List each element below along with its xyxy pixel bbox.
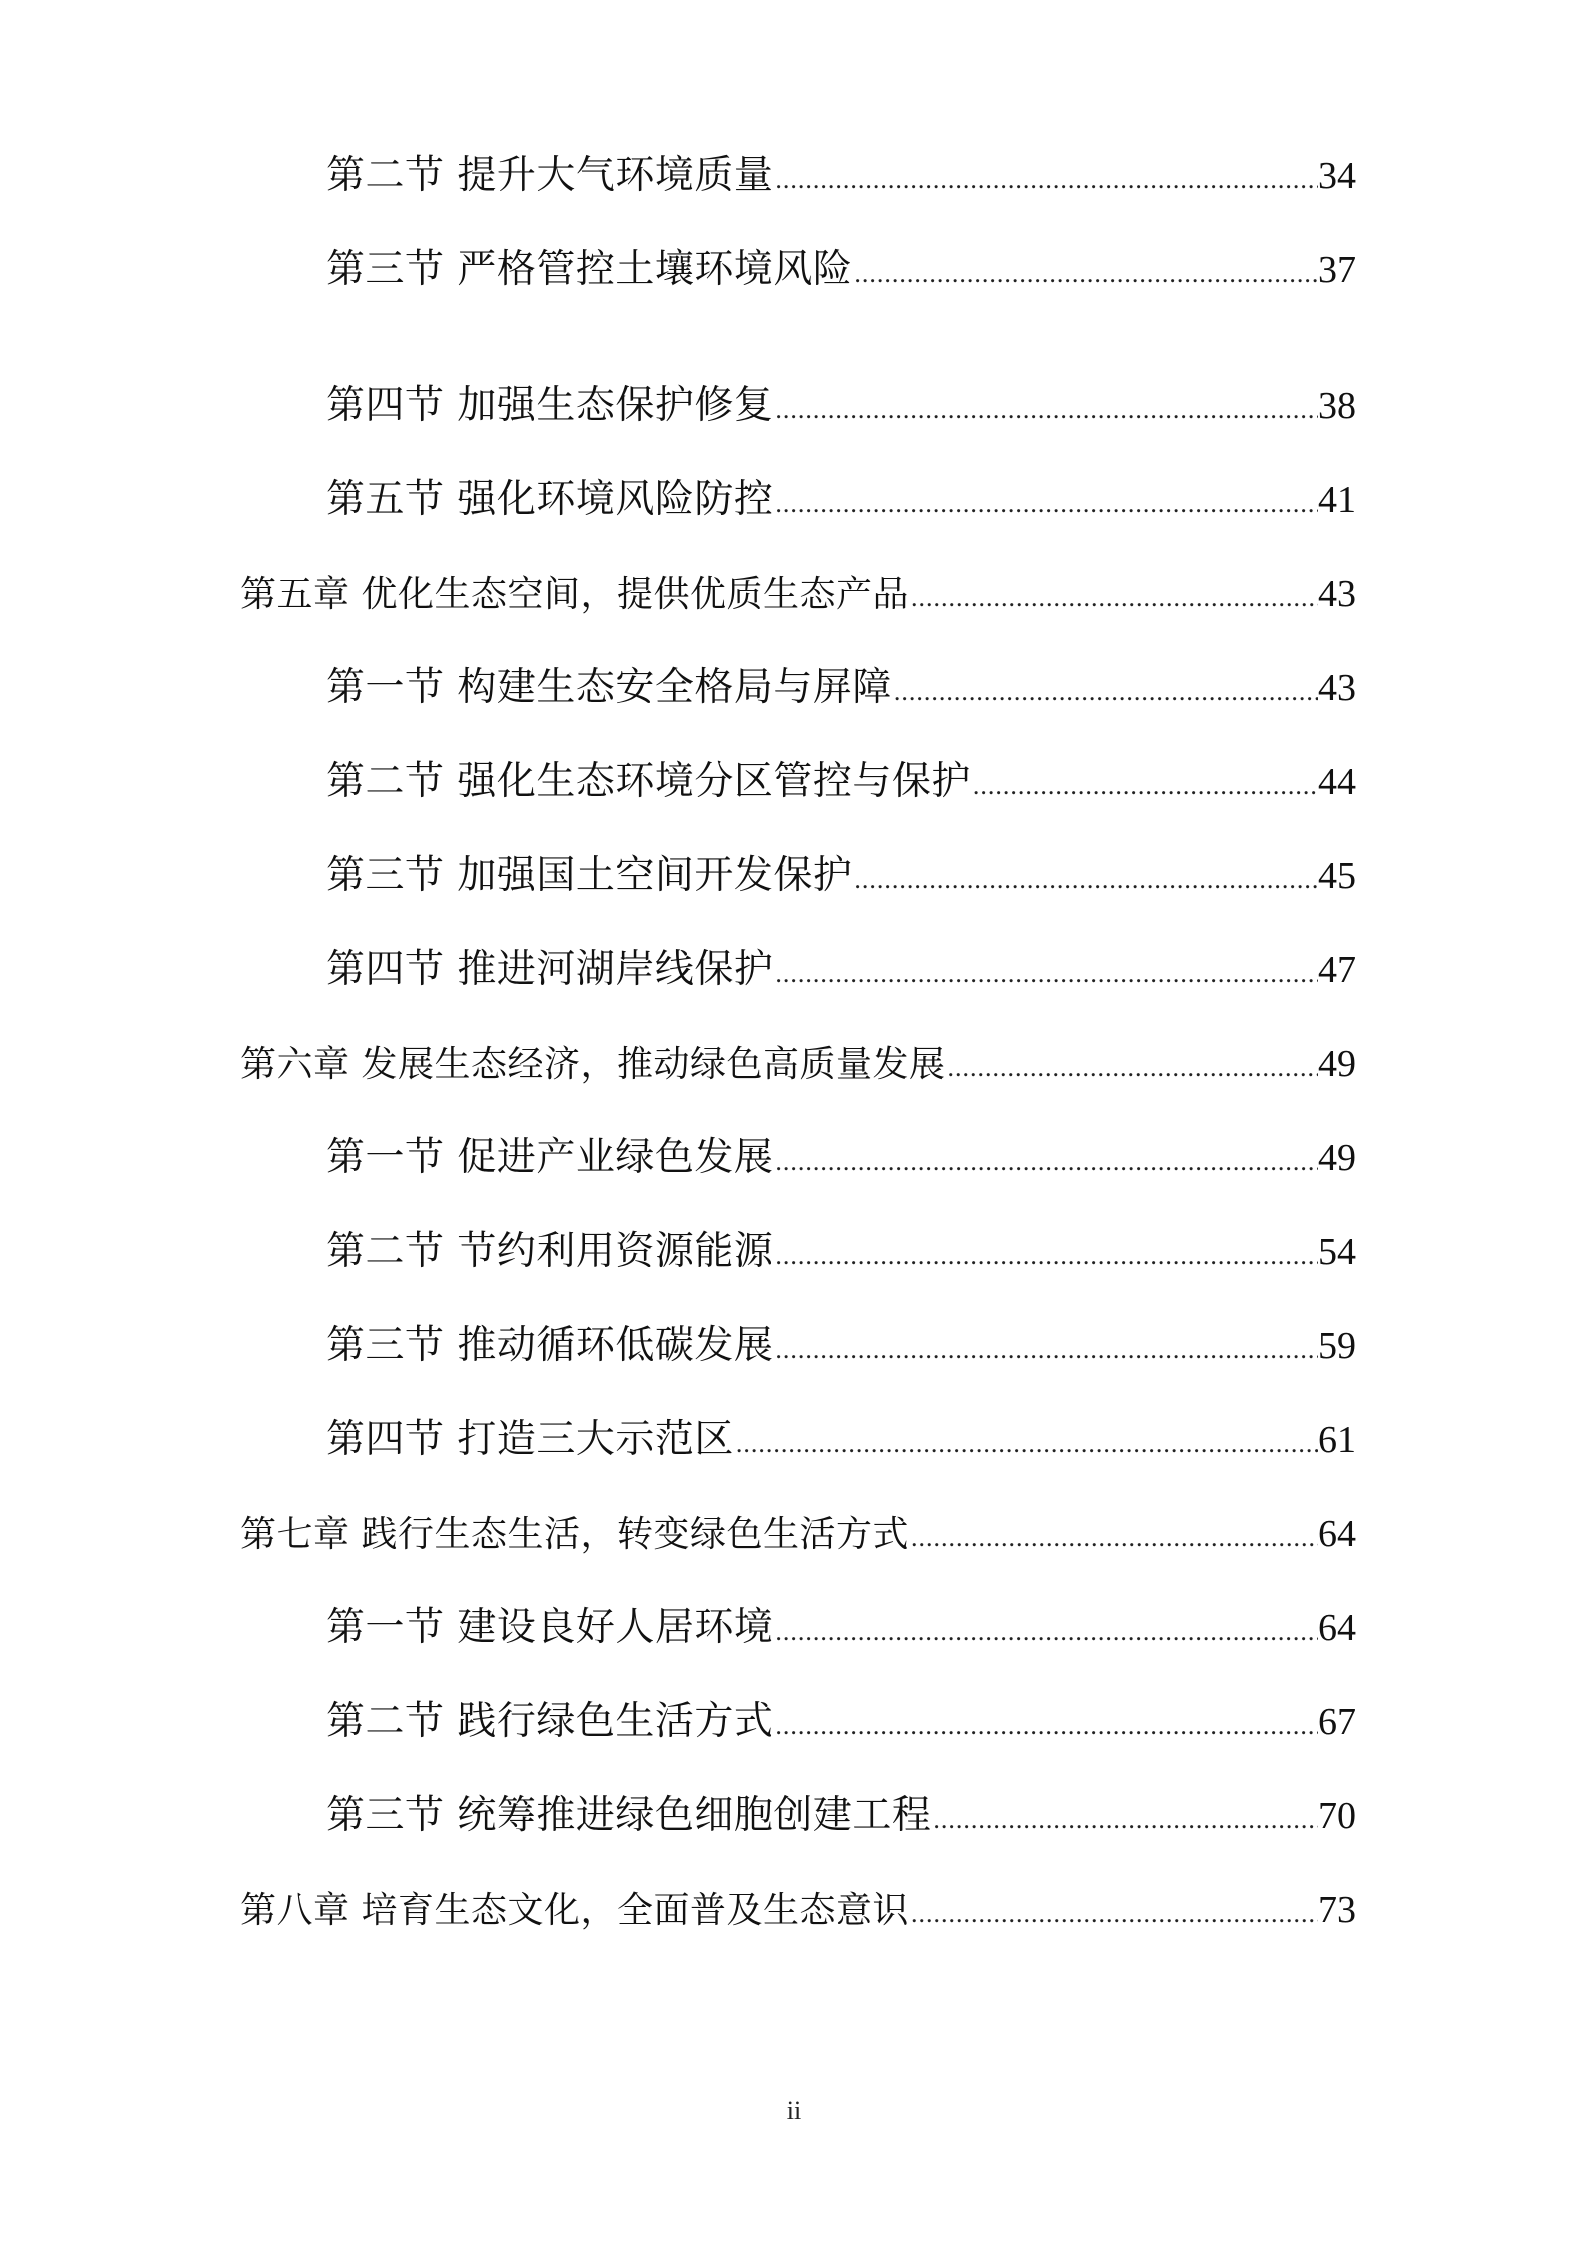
toc-entry-title: 第一节 建设良好人居环境 bbox=[326, 1605, 774, 1650]
toc-dot-leader bbox=[773, 152, 1318, 208]
toc-entry-page: 43 bbox=[1318, 667, 1356, 709]
toc-entry-section[interactable] bbox=[326, 942, 1356, 998]
toc-entry-page: 49 bbox=[1318, 1043, 1356, 1085]
toc-entry-title: 第二节 践行绿色生活方式 bbox=[326, 1699, 774, 1744]
toc-dot-leader bbox=[773, 1604, 1318, 1660]
toc-entry-chapter[interactable] bbox=[240, 566, 1356, 622]
toc-dot-leader bbox=[852, 852, 1318, 908]
toc-entry-section[interactable] bbox=[326, 1788, 1356, 1844]
toc-dot-leader bbox=[734, 1416, 1318, 1472]
toc-dot-leader bbox=[909, 1886, 1318, 1942]
toc-entry-page: 34 bbox=[1318, 155, 1356, 197]
toc-entry-section[interactable] bbox=[326, 1412, 1356, 1468]
toc-entry-section[interactable] bbox=[326, 848, 1356, 904]
toc-entry-title: 第三节 严格管控土壤环境风险 bbox=[326, 247, 853, 292]
toc-entry-title: 第六章 发展生态经济，推动绿色高质量发展 bbox=[240, 1044, 946, 1085]
toc-entry-title: 第二节 节约利用资源能源 bbox=[326, 1229, 774, 1274]
toc-entry-section[interactable] bbox=[326, 660, 1356, 716]
toc-entry-title: 第一节 构建生态安全格局与屏障 bbox=[326, 665, 892, 710]
toc-entry-title: 第二节 提升大气环境质量 bbox=[326, 153, 774, 198]
toc-entry-page: 49 bbox=[1318, 1137, 1356, 1179]
toc-dot-leader bbox=[909, 570, 1318, 626]
toc-entry-title: 第四节 打造三大示范区 bbox=[326, 1417, 734, 1462]
toc-entry-chapter[interactable] bbox=[240, 1506, 1356, 1562]
toc-entry-page: 41 bbox=[1318, 479, 1356, 521]
toc-entry-title: 第五章 优化生态空间，提供优质生态产品 bbox=[240, 574, 909, 615]
toc-entry-section[interactable] bbox=[326, 472, 1356, 528]
toc-entry-page: 59 bbox=[1318, 1325, 1356, 1367]
toc-entry-title: 第三节 统筹推进绿色细胞创建工程 bbox=[326, 1793, 932, 1838]
toc-dot-leader bbox=[971, 758, 1318, 814]
toc-entry-page: 44 bbox=[1318, 761, 1356, 803]
toc-entry-title: 第四节 推进河湖岸线保护 bbox=[326, 947, 774, 992]
toc-entry-title: 第三节 加强国土空间开发保护 bbox=[326, 853, 853, 898]
toc-dot-leader bbox=[773, 1322, 1318, 1378]
toc-dot-leader bbox=[773, 946, 1318, 1002]
toc-entry-page: 70 bbox=[1318, 1795, 1356, 1837]
toc-entry-section[interactable] bbox=[326, 1318, 1356, 1374]
toc-dot-leader bbox=[773, 1228, 1318, 1284]
toc-entry-page: 43 bbox=[1318, 573, 1356, 615]
toc-entry-title: 第八章 培育生态文化，全面普及生态意识 bbox=[240, 1890, 909, 1931]
toc-dot-leader bbox=[892, 664, 1318, 720]
toc-entry-title: 第四节 加强生态保护修复 bbox=[326, 383, 774, 428]
toc-dot-leader bbox=[852, 246, 1318, 302]
toc-entry-page: 54 bbox=[1318, 1231, 1356, 1273]
toc-entry-page: 64 bbox=[1318, 1607, 1356, 1649]
toc-entry-section[interactable] bbox=[326, 148, 1356, 204]
toc-dot-leader bbox=[773, 382, 1318, 438]
toc-entry-title: 第七章 践行生态生活，转变绿色生活方式 bbox=[240, 1514, 909, 1555]
toc-entry-chapter[interactable] bbox=[240, 1882, 1356, 1938]
toc-dot-leader bbox=[931, 1792, 1318, 1848]
toc-entry-section[interactable] bbox=[326, 378, 1356, 434]
toc-entry-title: 第五节 强化环境风险防控 bbox=[326, 477, 774, 522]
toc-entry-section[interactable] bbox=[326, 1694, 1356, 1750]
toc-entry-page: 73 bbox=[1318, 1889, 1356, 1931]
toc-entry-page: 67 bbox=[1318, 1701, 1356, 1743]
toc-entry-chapter[interactable] bbox=[240, 1036, 1356, 1092]
toc-entry-page: 38 bbox=[1318, 385, 1356, 427]
toc-entry-title: 第二节 强化生态环境分区管控与保护 bbox=[326, 759, 971, 804]
toc-entry-title: 第三节 推动循环低碳发展 bbox=[326, 1323, 774, 1368]
toc-entry-page: 45 bbox=[1318, 855, 1356, 897]
toc-entry-section[interactable] bbox=[326, 1130, 1356, 1186]
toc-entry-section[interactable] bbox=[326, 1224, 1356, 1280]
toc-dot-leader bbox=[773, 1134, 1318, 1190]
toc-entry-section[interactable] bbox=[326, 1600, 1356, 1656]
toc-entry-section[interactable] bbox=[326, 242, 1356, 298]
toc-entry-page: 47 bbox=[1318, 949, 1356, 991]
toc-entry-page: 61 bbox=[1318, 1419, 1356, 1461]
toc-entry-title: 第一节 促进产业绿色发展 bbox=[326, 1135, 774, 1180]
page-number: ii bbox=[786, 2096, 802, 2125]
toc-dot-leader bbox=[773, 1698, 1318, 1754]
toc-dot-leader bbox=[909, 1510, 1318, 1566]
toc-dot-leader bbox=[945, 1040, 1318, 1096]
toc-entry-page: 37 bbox=[1318, 249, 1356, 291]
toc-entry-page: 64 bbox=[1318, 1513, 1356, 1555]
toc-dot-leader bbox=[773, 476, 1318, 532]
toc-entry-section[interactable] bbox=[326, 754, 1356, 810]
